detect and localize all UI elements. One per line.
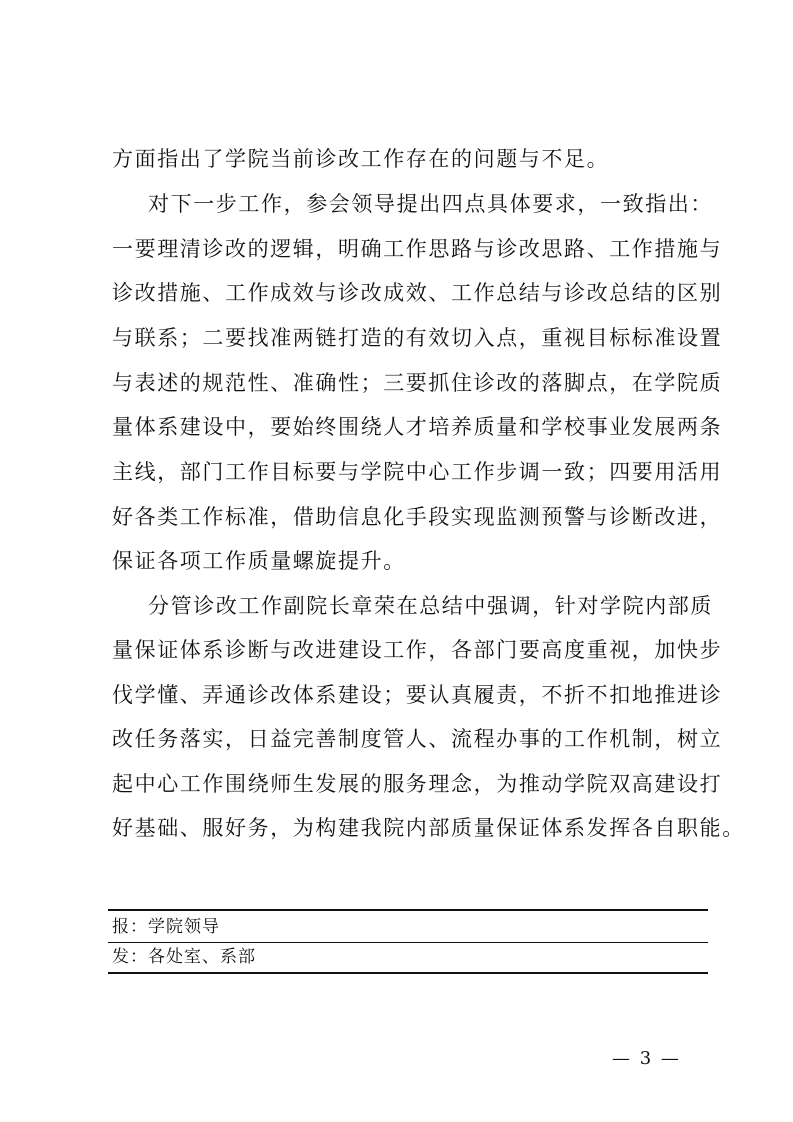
send-to-line: 发：各处室、系部 <box>112 947 256 967</box>
distribution-bottom-rule <box>108 972 708 974</box>
distribution-middle-rule <box>108 942 708 943</box>
report-to-line: 报：学院领导 <box>112 917 220 937</box>
body-line: 量保证体系诊断与改进建设工作，各部门要高度重视，加快步 <box>112 638 723 662</box>
body-line: 好各类工作标准，借助信息化手段实现监测预警与诊断改进， <box>112 505 723 529</box>
distribution-top-rule <box>108 909 708 911</box>
body-line: 与表述的规范性、准确性；三要抓住诊改的落脚点，在学院质 <box>112 371 723 395</box>
body-line: 诊改措施、工作成效与诊改成效、工作总结与诊改总结的区别 <box>112 281 723 305</box>
body-line: 一要理清诊改的逻辑，明确工作思路与诊改思路、工作措施与 <box>112 237 723 261</box>
body-line: 改任务落实，日益完善制度管人、流程办事的工作机制，树立 <box>112 727 723 751</box>
body-line: 伐学懂、弄通诊改体系建设；要认真履责，不折不扣地推进诊 <box>112 683 723 707</box>
body-line: 与联系；二要找准两链打造的有效切入点，重视目标标准设置 <box>112 326 723 350</box>
page-number: — 3 — <box>612 1048 681 1069</box>
body-line: 方面指出了学院当前诊改工作存在的问题与不足。 <box>112 147 610 171</box>
body-line: 量体系建设中，要始终围绕人才培养质量和学校事业发展两条 <box>112 415 723 439</box>
body-line: 主线，部门工作目标要与学院中心工作步调一致；四要用活用 <box>112 460 723 484</box>
body-line: 起中心工作围绕师生发展的服务理念，为推动学院双高建设打 <box>112 772 723 796</box>
paragraph-first-line: 对下一步工作，参会领导提出四点具体要求，一致指出： <box>148 192 713 216</box>
body-line: 保证各项工作质量螺旋提升。 <box>112 549 406 573</box>
body-line: 好基础、服好务，为构建我院内部质量保证体系发挥各自职能。 <box>112 816 745 840</box>
paragraph-first-line: 分管诊改工作副院长章荣在总结中强调，针对学院内部质 <box>148 594 713 618</box>
